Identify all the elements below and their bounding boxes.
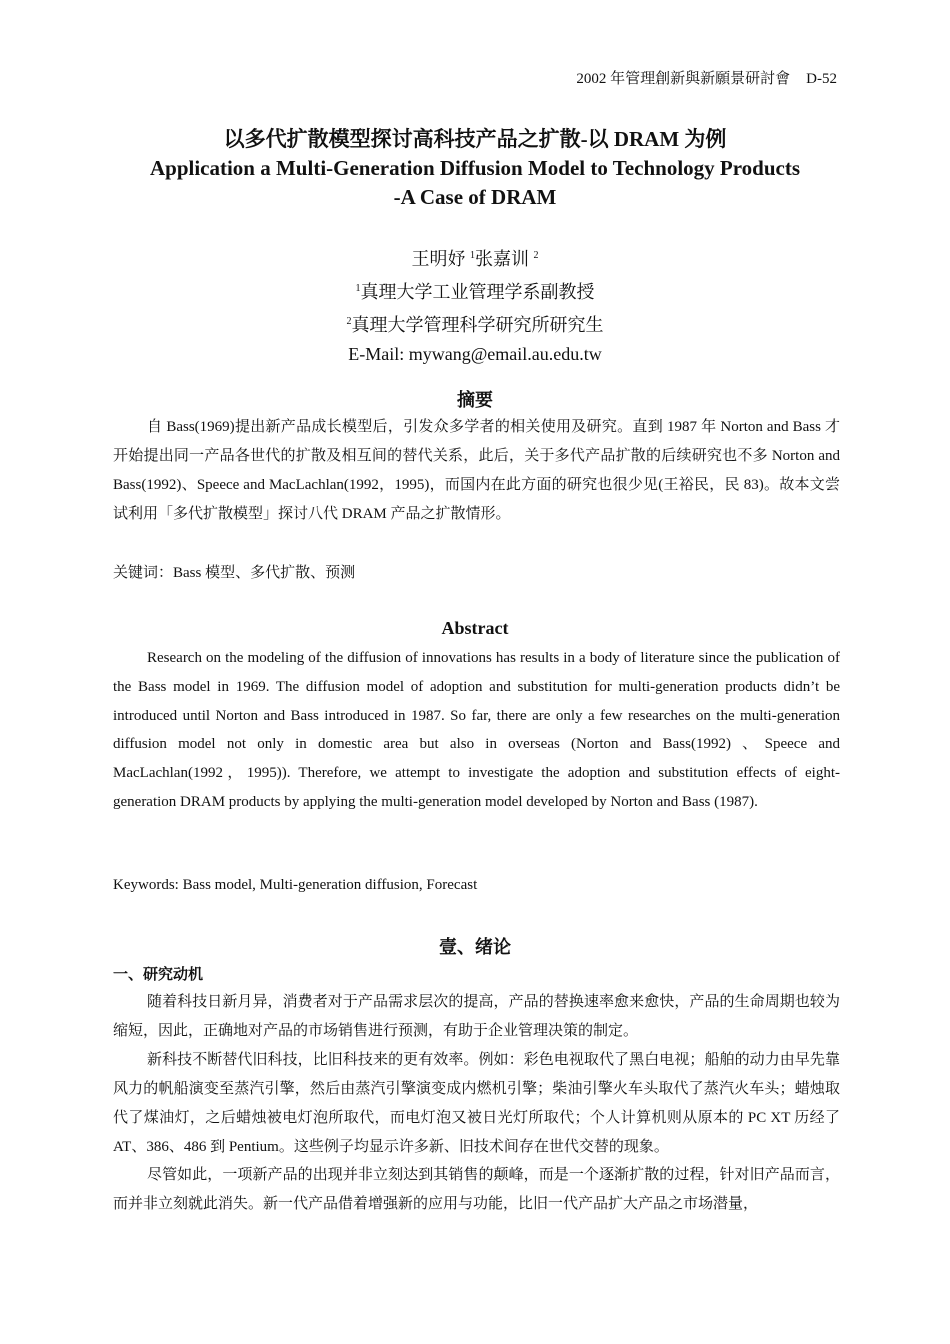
section-1-heading: 壹、绪论 — [439, 937, 511, 957]
running-header — [576, 67, 837, 88]
email: E-Mail: mywang@email.au.edu.tw — [348, 344, 602, 364]
paper-title — [0, 124, 950, 212]
subsection-heading: 一、研究动机 — [113, 967, 204, 983]
author-1: 王明妤 — [411, 249, 466, 269]
abstract-en-body: Research on the modeling of the diffusion of innovations has results in a body of literature since the publication of the Bass model in 1969. The diffusion model of adoption and substitution for multi-generation products didn’t be introduced until Norton and Bass introduced in 1987. So far, there are only a few researches on the multi-generation diffusion model not only in domestic area but also in overseas (Norton and Bass(1992) 、Speece and MacLachlan(1992，1995)). Therefore, we attempt to investigate the adoption and substitution effects of eight-generation DRAM products by applying the multi-generation model developed by Norton and Bass (1987). — [113, 650, 840, 810]
affiliation-2-mark: 2 — [346, 316, 352, 327]
section-1-paragraph-2: 新科技不断替代旧科技，比旧科技来的更有效率。例如：彩色电视取代了黑白电视；船舶的动力由早先靠风力的帆船演变至蒸汽引擎，然后由蒸汽引擎演变成内燃机引擎；柴油引擎火车头取代了蒸汽火车头；蜡烛取代了煤油灯，之后蜡烛被电灯泡所取代，而电灯泡又被日光灯所取代；个人计算机则从原本的 PC XT 历经了 AT、386、486 到 Pentium。这些例子均显示许多新、旧技术间存在世代交替的现象。 — [113, 1052, 840, 1155]
author-2-mark: 2 — [533, 250, 539, 261]
conference-name: 2002 年管理創新與新願景研討會 — [576, 71, 791, 87]
title-chinese: 以多代扩散模型探讨高科技产品之扩散-以 DRAM 为例 — [223, 127, 727, 151]
title-english-line2: -A Case of DRAM — [393, 185, 557, 209]
abstract-en-heading: Abstract — [441, 618, 509, 638]
author-block — [0, 241, 950, 369]
author-1-mark: 1 — [470, 250, 475, 261]
abstract-zh-heading: 摘要 — [457, 390, 493, 410]
affiliation-2: $^2$真理大学管理科学研究所研究生 — [346, 315, 604, 335]
title-english-line1: Application a Multi-Generation Diffusion Model to Technology Products — [149, 156, 801, 180]
author-2: 张嘉训 — [475, 249, 529, 269]
author-names — [0, 241, 950, 274]
section-1-paragraph-3: 尽管如此，一项新产品的出现并非立刻达到其销售的颠峰，而是一个逐渐扩散的过程，针对旧产品而言，而并非立刻就此消失。新一代产品借着增强新的应用与功能，比旧一代产品扩大产品之市场潜量， — [113, 1167, 840, 1212]
affiliation-1: $^1$真理大学工业管理学系副教授 — [355, 282, 595, 302]
abstract-zh-body: 自 Bass(1969)提出新产品成长模型后，引发众多学者的相关使用及研究。直到 1987 年 Norton and Bass 才开始提出同一产品各世代的扩散及相互间的替代关系，此后，关于多代产品扩散的后续研究也不多 Norton and Bass(1992)、Speece and MacLachlan(1992，1995)，而国内在此方面的研究也很少见(王裕民，民 83)。故本文尝试利用「多代扩散模型」探讨八代 DRAM 产品之扩散情形。 — [113, 419, 840, 522]
page-number: D-52 — [806, 71, 837, 87]
section-1-paragraph-1: 随着科技日新月异，消费者对于产品需求层次的提高，产品的替换速率愈来愈快，产品的生命周期也较为缩短，因此，正确地对产品的市场销售进行预测，有助于企业管理决策的制定。 — [113, 994, 840, 1039]
keywords-zh: 关键词：Bass 模型、多代扩散、预测 — [113, 565, 356, 581]
affiliation-1-mark: 1 — [355, 283, 361, 294]
keywords-en: Keywords: Bass model, Multi-generation diffusion, Forecast — [113, 877, 478, 893]
